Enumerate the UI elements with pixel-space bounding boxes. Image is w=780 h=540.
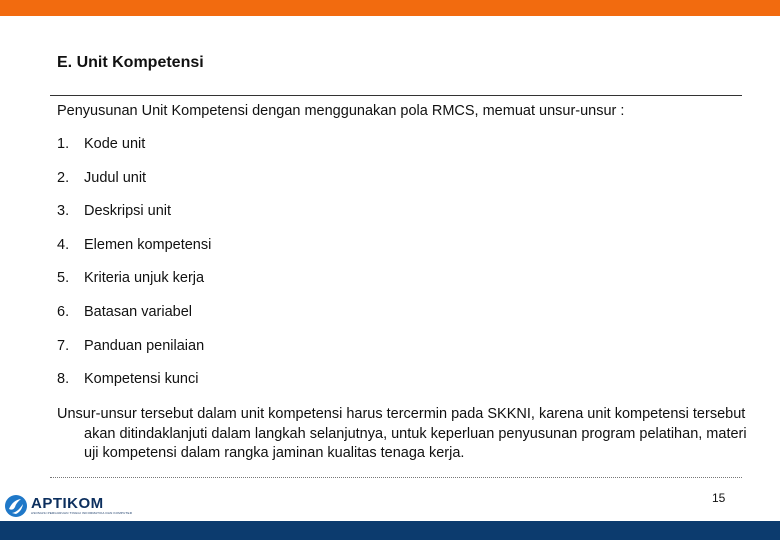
list-item-label: Kompetensi kunci bbox=[84, 371, 199, 388]
logo-wordmark: APTIKOM bbox=[31, 495, 104, 512]
list-item-number: 6. bbox=[57, 303, 70, 320]
logo-tagline: ASOSIASI PERGURUAN TINGGI INFORMATIKA DAN KOMPUTER bbox=[31, 511, 133, 515]
list-item bbox=[57, 270, 211, 304]
list-item-number: 7. bbox=[57, 337, 70, 354]
aptikom-globe-icon bbox=[4, 494, 28, 518]
list-item-number: 4. bbox=[57, 236, 70, 253]
bottom-accent-bar bbox=[0, 521, 780, 540]
list-item-number: 3. bbox=[57, 203, 70, 220]
list-item-number: 5. bbox=[57, 270, 70, 287]
list-item bbox=[57, 371, 211, 405]
list-item-label: Kriteria unjuk kerja bbox=[84, 270, 205, 287]
title-divider bbox=[50, 95, 742, 96]
list-item bbox=[57, 338, 211, 372]
list-item-label: Kode unit bbox=[84, 136, 146, 152]
list-item-label: Elemen kompetensi bbox=[84, 236, 212, 253]
list-item-label: Panduan penilaian bbox=[84, 337, 205, 354]
list-item-label: Deskripsi unit bbox=[84, 203, 172, 220]
aptikom-logo bbox=[4, 494, 134, 518]
list-item-label: Batasan variabel bbox=[84, 303, 193, 320]
list-item bbox=[57, 203, 211, 237]
list-item-number: 2. bbox=[57, 169, 70, 186]
intro-text: Penyusunan Unit Kompetensi dengan menggunakan pola RMCS, memuat unsur-unsur : bbox=[57, 103, 625, 119]
list-item bbox=[57, 237, 211, 271]
list-item bbox=[57, 170, 211, 204]
outro-text: Unsur-unsur tersebut dalam unit kompetensi harus tercermin pada SKKNI, karena unit kompetensi tersebut akan ditindaklanjuti dalam langkah selanjutnya, untuk keperluan penyusunan program pelatihan, materi uji kompetensi dalam rangka jaminan kualitas tenaga kerja. bbox=[57, 406, 747, 461]
page-number: 15 bbox=[712, 491, 726, 505]
top-accent-bar bbox=[0, 0, 780, 16]
slide-title: E. Unit Kompetensi bbox=[57, 54, 204, 71]
list-item-number: 1. bbox=[57, 136, 70, 152]
footer-divider bbox=[50, 477, 742, 478]
list-item-label: Judul unit bbox=[84, 169, 147, 186]
list-item-number: 8. bbox=[57, 371, 70, 388]
list-item bbox=[57, 304, 211, 338]
element-list bbox=[57, 136, 211, 405]
list-item bbox=[57, 136, 211, 170]
